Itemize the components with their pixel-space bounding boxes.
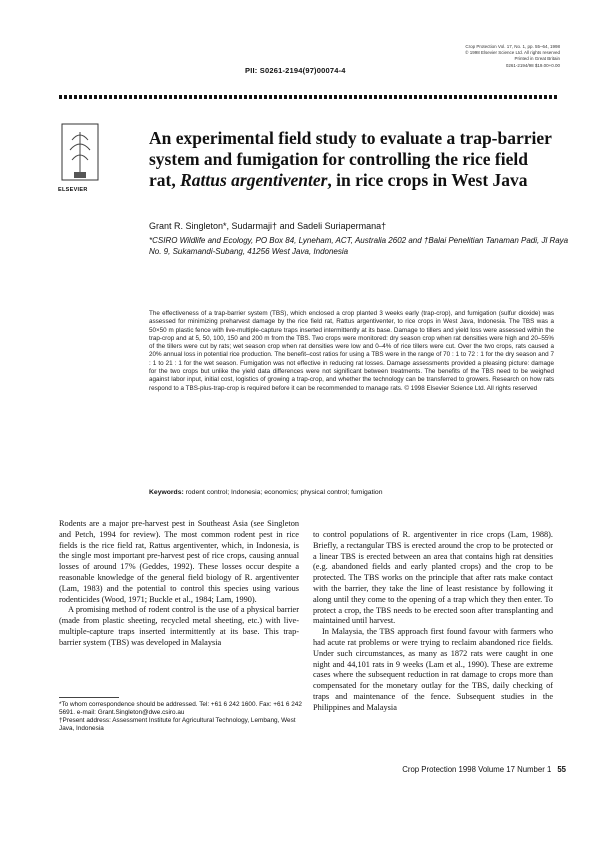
paragraph: In Malaysia, the TBS approach first found favour with farmers who had acute rat problems or were trying to reclaim abandoned rice fields. Under such circumstances, as many as 1872 rats were caught in one night and 44,101 rats in 9 weeks (Lam et al., 1990). These are extreme cases where the subsequent reduction in rat damage to crops more than compensated for the monetary outlay for the TBS, daily checking of traps and maintenance of the fence. Subsequent studies in the Philippines and Malaysia xyxy=(313,627,553,712)
header-rule xyxy=(59,95,559,99)
journal-meta-line: Crop Protection Vol. 17, No. 1, pp. 55–64, 1998 xyxy=(465,44,560,49)
journal-meta-line: 0261-2194/98 $19.00+0.00 xyxy=(505,62,560,68)
paragraph: to control populations of R. argentiventer in rice crops (Lam, 1988). Briefly, a rectangular TBS is erected around the crop to be protected or a linear TBS is erected between an area that contains high rat densities (e.g. abandoned fields and early planted crops) and the crop to be protected. The TBS works on the principle that after rats make contact with the barrier, they take the line of least resistance by following it along until they come to the opening of a trap which they then enter. To protect a crop, the TBS needs to be erected soon after transplanting and maintained until harvest. xyxy=(313,530,553,626)
journal-meta-line: © 1998 Elsevier Science Ltd. All rights reserved xyxy=(465,50,560,56)
authors: Grant R. Singleton*, Sudarmaji† and Sadeli Suriapermana† xyxy=(149,221,387,231)
affiliation: *CSIRO Wildlife and Ecology, PO Box 84, Lyneham, ACT, Australia 2602 and †Balai Penelitian Tanaman Padi, Jl Raya No. 9, Sukamandi-Subang, 41256 West Java, Indonesia xyxy=(149,236,569,256)
keywords xyxy=(149,489,559,496)
footnote-rule xyxy=(59,697,119,698)
page-number: 55 xyxy=(557,765,566,774)
footer-citation: Crop Protection 1998 Volume 17 Number 1 xyxy=(402,765,552,774)
footnotes xyxy=(59,701,304,733)
footnote: †Present address: Assessment Institute for Agricultural Technology, Lembang, West Java, Indonesia xyxy=(59,717,296,732)
title-part1: An experimental field study to evaluate a trap-barrier system and fumigation for controlling the rice field rat, xyxy=(149,128,552,190)
publisher-name: ELSEVIER xyxy=(58,187,88,193)
keywords-label: Keywords: xyxy=(149,489,184,496)
abstract: The effectiveness of a trap-barrier system (TBS), which enclosed a crop planted 3 weeks early (trap-crop), and fumigation (sulfur dioxide) was assessed for minimizing preharvest damage by the rice field rat, Rattus argentiventer, to rice crops in West Java, Indonesia. The TBS was a 50×50 m plastic fence with live-multiple-capture traps inserted intermittently at its base. Damage to tillers and yield loss were assessed within the trap-crop and at 5, 50, 100, 150 and 200 m from the TBS. Two crops were monitored: dry season crop when rat densities were high and 20–55% of the tillers were cut by rats; wet season crop when rat densities were low and 0–4% of rice tillers were cut. Over the two crops, rats caused a 20% annual loss in potential rice production. The benefit–cost ratios for using a TBS were in the range of 70 : 1 to 72 : 1 for the dry season and 7 : 1 to 21 : 1 for the wet season. Fumigation was not effective in reducing rat losses. Damage assessments provided a pleasing picture: damage for the two crops but unlike the yield data differences were not significant between treatments. The benefits of the TBS need to be weighed against labor input, initial cost, logistics of growing a trap-crop, and whether the technology can be transferred to growers. Research on how rats respond to a TBS-plus-trap-crop is required before it can be recommended to manage rats. © 1998 Elsevier Science Ltd. All rights reserved xyxy=(149,310,554,392)
article-title xyxy=(149,128,559,191)
body-column-right xyxy=(313,530,553,714)
journal-meta xyxy=(410,44,560,69)
title-species: Rattus argentiventer xyxy=(180,170,328,190)
paragraph: Rodents are a major pre-harvest pest in Southeast Asia (see Singleton and Petch, 1994 for review). The most common rodent pest in rice fields is the rice field rat, Rattus argentiventer, which, in Indonesia, is the single most important pre-harvest pest of rice crops, causing annual losses of around 17% (Geddes, 1992). These losses occur despite a reasonable knowledge of the general field biology of R. argentiventer (Lam, 1983) and the potential to control this species using various rodenticides (Wood, 1971; Buckle et al., 1984; Lam, 1990). xyxy=(59,519,299,604)
page-footer xyxy=(381,765,566,774)
journal-meta-line: Printed in Great Britain xyxy=(514,56,560,62)
keywords-list: rodent control; Indonesia; economics; physical control; fumigation xyxy=(185,489,383,496)
pii-identifier: PII: S0261-2194(97)00074-4 xyxy=(245,66,346,75)
title-part2: , in rice crops in West Java xyxy=(327,170,528,190)
publisher-logo-icon xyxy=(60,122,100,184)
body-column-left xyxy=(59,519,299,649)
footnote: *To whom correspondence should be addressed. Tel: +61 6 242 1600. Fax: +61 6 242 5691. e-mail: Grant.Singleton@dwe.csiro.au xyxy=(59,701,302,716)
paragraph: A promising method of rodent control is the use of a physical barrier (made from plastic sheeting, recycled metal sheeting, etc.) with live-multiple-capture traps inserted intermittently at its base. This trap-barrier system (TBS) was developed in Malaysia xyxy=(59,605,299,647)
